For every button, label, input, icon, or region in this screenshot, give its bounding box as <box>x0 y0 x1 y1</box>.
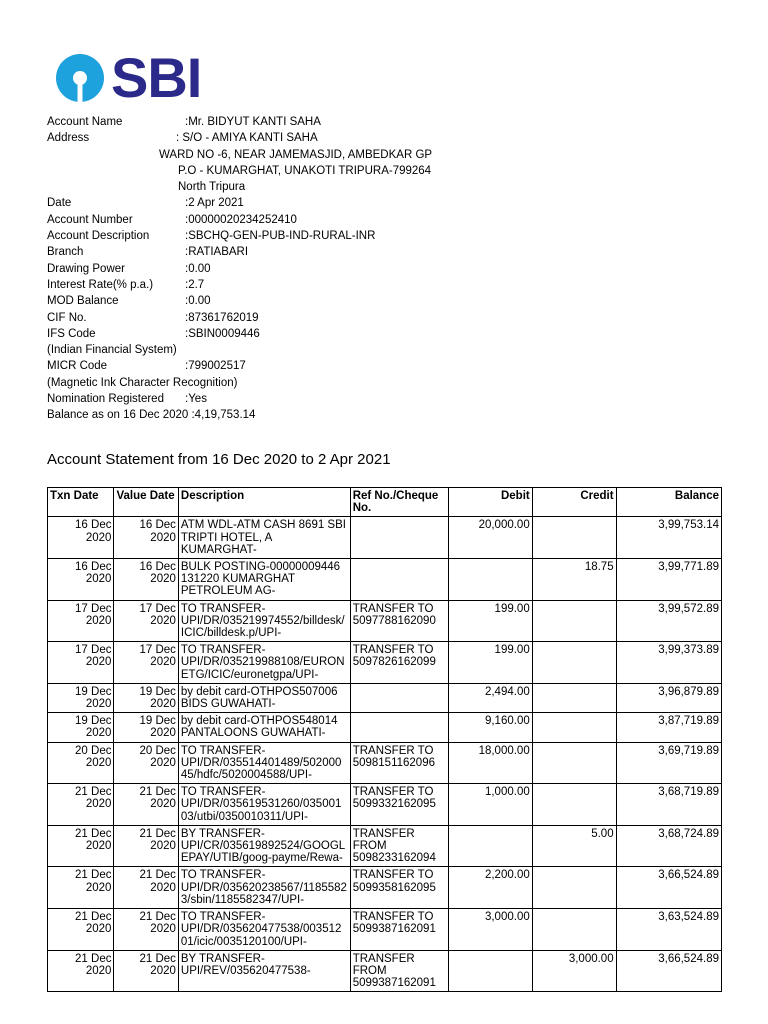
description-cell: TO TRANSFER-UPI/DR/035219974552/billdesk/ICIC/billdesk.p/UPI- <box>178 600 350 642</box>
ifs-note: (Indian Financial System) <box>47 344 177 357</box>
description-cell: by debit card-OTHPOS548014 PANTALOONS GUWAHATI- <box>178 713 350 742</box>
value-date-cell: 17 Dec 2020 <box>114 600 178 642</box>
interest-rate-value: :2.7 <box>185 278 205 291</box>
debit-cell: 20,000.00 <box>448 517 532 559</box>
ref-no-cell: TRANSFER FROM 5099387162091 <box>350 950 448 992</box>
header-debit: Debit <box>448 488 532 517</box>
table-row <box>48 517 722 559</box>
interest-rate-label: Interest Rate(% p.a.) <box>47 278 154 291</box>
credit-cell <box>532 642 616 684</box>
balance-cell: 3,99,373.89 <box>616 642 721 684</box>
drawing-power-label: Drawing Power <box>47 262 125 275</box>
address-line-2: WARD NO -6, NEAR JAMEMASJID, AMBEDKAR GP <box>159 148 433 161</box>
value-date-cell: 20 Dec 2020 <box>114 742 178 784</box>
header-ref-no: Ref No./Cheque No. <box>350 488 448 517</box>
value-date-cell: 21 Dec 2020 <box>114 909 178 951</box>
debit-cell: 2,200.00 <box>448 867 532 909</box>
opening-balance-line: Balance as on 16 Dec 2020 :4,19,753.14 <box>47 409 256 422</box>
address-line-1: : S/O - AMIYA KANTI SAHA <box>176 132 318 145</box>
credit-cell: 18.75 <box>532 559 616 601</box>
cif-label: CIF No. <box>47 311 87 324</box>
statement-title: Account Statement from 16 Dec 2020 to 2 Apr 2021 <box>47 451 391 468</box>
txn-date-cell: 20 Dec 2020 <box>48 742 114 784</box>
txn-date-cell: 21 Dec 2020 <box>48 950 114 992</box>
ref-no-cell: TRANSFER TO 5099358162095 <box>350 867 448 909</box>
debit-cell: 199.00 <box>448 642 532 684</box>
balance-cell: 3,87,719.89 <box>616 713 721 742</box>
value-date-cell: 21 Dec 2020 <box>114 825 178 867</box>
debit-cell: 9,160.00 <box>448 713 532 742</box>
txn-date-cell: 19 Dec 2020 <box>48 713 114 742</box>
drawing-power-value: :0.00 <box>185 262 211 275</box>
debit-cell: 1,000.00 <box>448 784 532 826</box>
ref-no-cell <box>350 683 448 712</box>
ref-no-cell <box>350 713 448 742</box>
txn-date-cell: 21 Dec 2020 <box>48 825 114 867</box>
table-row <box>48 600 722 642</box>
table-row <box>48 867 722 909</box>
balance-cell: 3,66,524.89 <box>616 950 721 992</box>
account-name-value: :Mr. BIDYUT KANTI SAHA <box>185 116 321 128</box>
description-cell: BY TRANSFER-UPI/CR/035619892524/GOOGLEPAY/UTIB/goog-payme/Rewa- <box>178 825 350 867</box>
txn-date-cell: 16 Dec 2020 <box>48 559 114 601</box>
balance-cell: 3,63,524.89 <box>616 909 721 951</box>
table-row <box>48 713 722 742</box>
credit-cell <box>532 909 616 951</box>
value-date-cell: 16 Dec 2020 <box>114 559 178 601</box>
balance-cell: 3,99,572.89 <box>616 600 721 642</box>
value-date-cell: 19 Dec 2020 <box>114 683 178 712</box>
ifs-code-label: IFS Code <box>47 327 96 340</box>
ref-no-cell: TRANSFER TO 5097826162099 <box>350 642 448 684</box>
txn-date-cell: 19 Dec 2020 <box>48 683 114 712</box>
balance-cell: 3,99,771.89 <box>616 559 721 601</box>
transactions-body <box>48 517 722 992</box>
mod-balance-label: MOD Balance <box>47 295 119 308</box>
nomination-label: Nomination Registered <box>47 393 164 406</box>
table-row <box>48 642 722 684</box>
branch-value: :RATIABARI <box>185 246 249 259</box>
branch-label: Branch <box>47 246 84 259</box>
description-cell: ATM WDL-ATM CASH 8691 SBI TRIPTI HOTEL, A KUMARGHAT- <box>178 517 350 559</box>
description-cell: BY TRANSFER-UPI/REV/035620477538- <box>178 950 350 992</box>
date-value: :2 Apr 2021 <box>185 197 244 210</box>
ref-no-cell: TRANSFER FROM 5098233162094 <box>350 825 448 867</box>
table-row <box>48 784 722 826</box>
header-description: Description <box>178 488 350 517</box>
account-name-label: Account Name <box>47 116 123 128</box>
description-cell: TO TRANSFER-UPI/DR/035619531260/03500103/utbi/0350010311/UPI- <box>178 784 350 826</box>
header-txn-date: Txn Date <box>48 488 114 517</box>
value-date-cell: 16 Dec 2020 <box>114 517 178 559</box>
sbi-keyhole-icon <box>55 53 105 103</box>
ref-no-cell: TRANSFER TO 5099332162095 <box>350 784 448 826</box>
table-row <box>48 559 722 601</box>
header-balance: Balance <box>616 488 721 517</box>
table-row <box>48 909 722 951</box>
txn-date-cell: 17 Dec 2020 <box>48 600 114 642</box>
address-line-4: North Tripura <box>178 181 246 194</box>
header-credit: Credit <box>532 488 616 517</box>
description-cell: TO TRANSFER-UPI/DR/035219988108/EURONETG/ICIC/euronetgpa/UPI- <box>178 642 350 684</box>
value-date-cell: 21 Dec 2020 <box>114 950 178 992</box>
description-cell: BULK POSTING-00000009446 131220 KUMARGHAT PETROLEUM AG- <box>178 559 350 601</box>
ref-no-cell: TRANSFER TO 5098151162096 <box>350 742 448 784</box>
header-value-date: Value Date <box>114 488 178 517</box>
credit-cell <box>532 867 616 909</box>
micr-code-label: MICR Code <box>47 360 108 373</box>
description-cell: TO TRANSFER-UPI/DR/035514401489/50200045/hdfc/5020004588/UPI- <box>178 742 350 784</box>
value-date-cell: 21 Dec 2020 <box>114 867 178 909</box>
credit-cell <box>532 713 616 742</box>
table-row <box>48 742 722 784</box>
value-date-cell: 21 Dec 2020 <box>114 784 178 826</box>
debit-cell <box>448 950 532 992</box>
account-description-label: Account Description <box>47 230 150 243</box>
balance-cell: 3,68,724.89 <box>616 825 721 867</box>
date-label: Date <box>47 197 72 210</box>
table-row <box>48 825 722 867</box>
balance-cell: 3,66,524.89 <box>616 867 721 909</box>
ref-no-cell <box>350 559 448 601</box>
ref-no-cell <box>350 517 448 559</box>
debit-cell: 2,494.00 <box>448 683 532 712</box>
description-cell: TO TRANSFER-UPI/DR/035620477538/00351201/icic/0035120100/UPI- <box>178 909 350 951</box>
description-cell: by debit card-OTHPOS507006 BIDS GUWAHATI- <box>178 683 350 712</box>
table-row <box>48 683 722 712</box>
debit-cell: 199.00 <box>448 600 532 642</box>
debit-cell <box>448 559 532 601</box>
debit-cell: 3,000.00 <box>448 909 532 951</box>
txn-date-cell: 16 Dec 2020 <box>48 517 114 559</box>
credit-cell: 5.00 <box>532 825 616 867</box>
value-date-cell: 19 Dec 2020 <box>114 713 178 742</box>
address-line-3: P.O - KUMARGHAT, UNAKOTI TRIPURA-799264 <box>178 164 432 177</box>
micr-code-value: :799002517 <box>185 360 246 373</box>
account-number-value: :00000020234252410 <box>185 213 297 226</box>
value-date-cell: 17 Dec 2020 <box>114 642 178 684</box>
credit-cell <box>532 517 616 559</box>
txn-date-cell: 17 Dec 2020 <box>48 642 114 684</box>
ifs-code-value: :SBIN0009446 <box>185 327 260 340</box>
balance-cell: 3,99,753.14 <box>616 517 721 559</box>
transactions-table <box>47 487 722 992</box>
credit-cell <box>532 784 616 826</box>
balance-cell: 3,68,719.89 <box>616 784 721 826</box>
txn-date-cell: 21 Dec 2020 <box>48 867 114 909</box>
debit-cell: 18,000.00 <box>448 742 532 784</box>
balance-cell: 3,69,719.89 <box>616 742 721 784</box>
table-header-row <box>48 488 722 517</box>
account-description-value: :SBCHQ-GEN-PUB-IND-RURAL-INR <box>185 230 376 243</box>
micr-note: (Magnetic Ink Character Recognition) <box>47 376 238 389</box>
credit-cell <box>532 742 616 784</box>
sbi-logo <box>55 46 202 109</box>
credit-cell <box>532 683 616 712</box>
mod-balance-value: :0.00 <box>185 295 211 308</box>
balance-cell: 3,96,879.89 <box>616 683 721 712</box>
txn-date-cell: 21 Dec 2020 <box>48 784 114 826</box>
ref-no-cell: TRANSFER TO 5097788162090 <box>350 600 448 642</box>
account-number-label: Account Number <box>47 213 133 226</box>
description-cell: TO TRANSFER-UPI/DR/035620238567/11855823/sbin/1185582347/UPI- <box>178 867 350 909</box>
credit-cell <box>532 600 616 642</box>
logo-text: SBI <box>111 46 202 109</box>
txn-date-cell: 21 Dec 2020 <box>48 909 114 951</box>
debit-cell <box>448 825 532 867</box>
nomination-value: :Yes <box>185 393 207 406</box>
credit-cell: 3,000.00 <box>532 950 616 992</box>
address-label: Address <box>47 132 90 145</box>
cif-value: :87361762019 <box>185 311 259 324</box>
ref-no-cell: TRANSFER TO 5099387162091 <box>350 909 448 951</box>
table-row <box>48 950 722 992</box>
